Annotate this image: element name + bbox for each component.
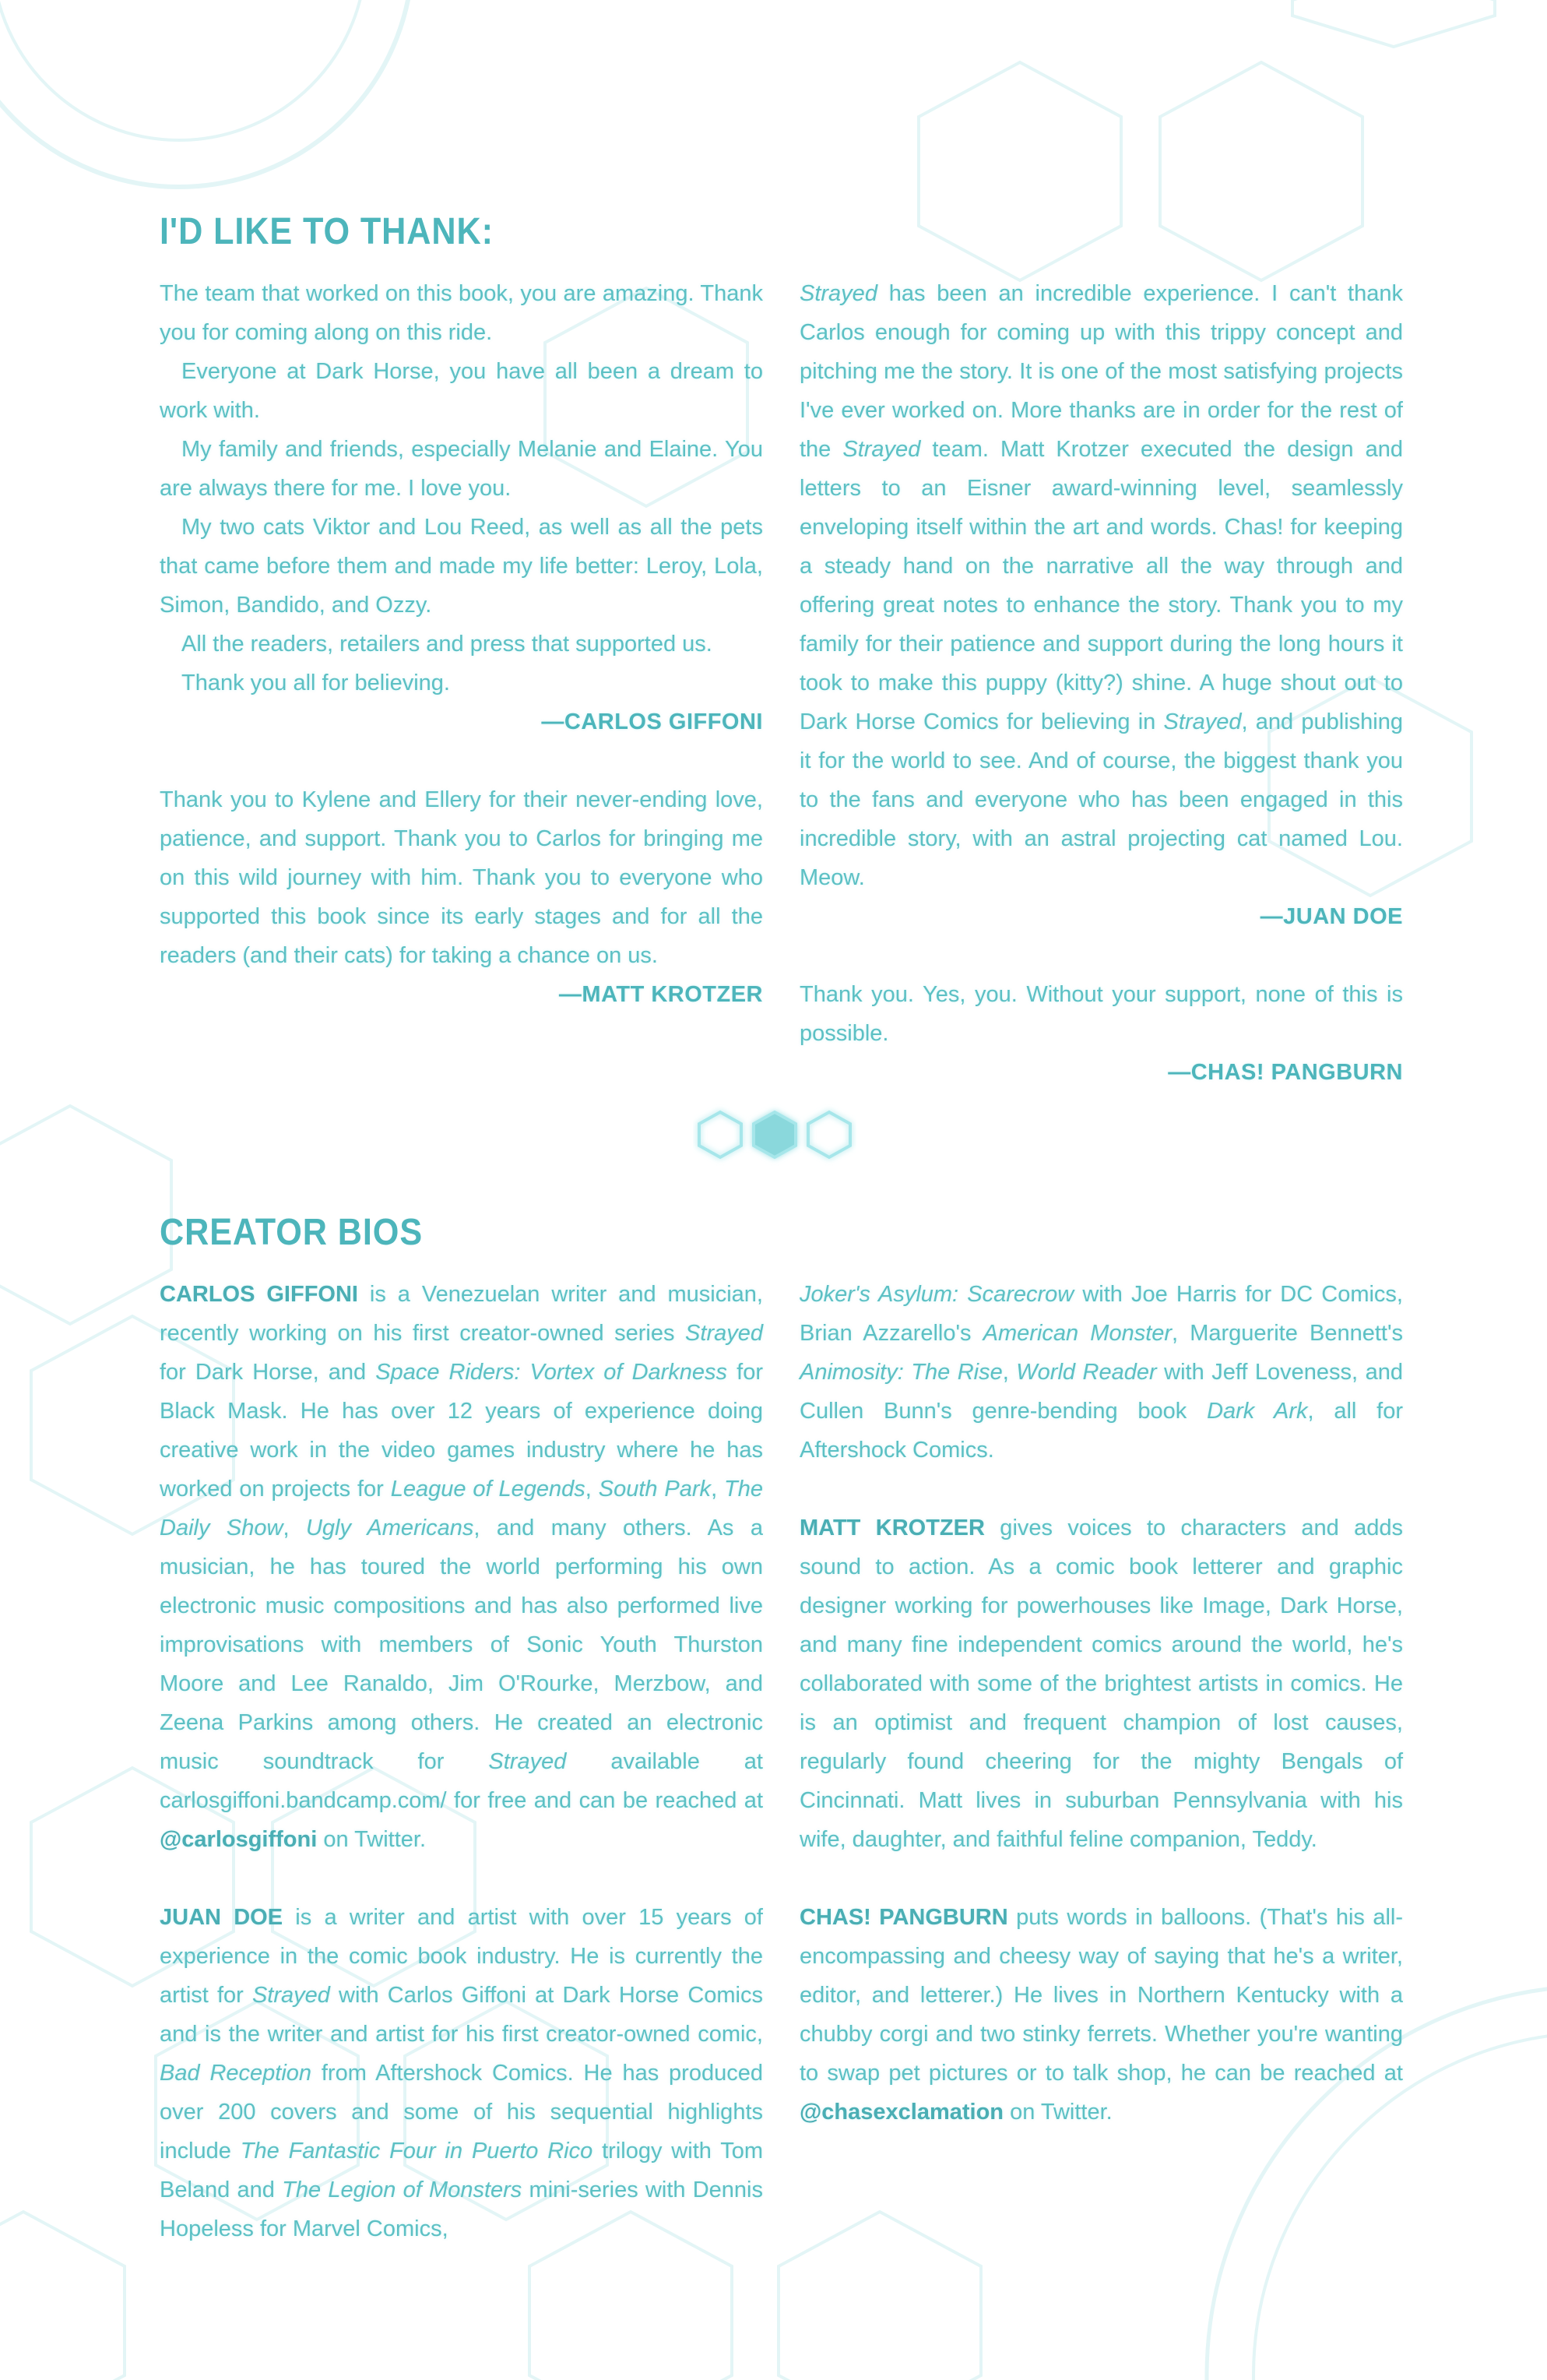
signature-matt: —MATT KROTZER [558,982,763,1007]
thanks-carlos-p4: My two cats Viktor and Lou Reed, as well as all the pets that came before them and made my life better: Leroy, Lola, Simon, Bandido, and Ozzy. [160,515,763,618]
twitter-handle-chas: @chasexclamation [800,2100,1004,2125]
bios-right-column [800,1275,1403,2132]
thanks-section [160,210,531,253]
thanks-carlos-p5: All the readers, retailers and press that supported us. [181,632,712,657]
thanks-title: I'D LIKE TO THANK: [160,211,494,252]
thanks-chas-p1: Thank you. Yes, you. Without your support, none of this is possible. [800,982,1403,1046]
bio-juan: JUAN DOE is a writer and artist with over 15 years of experience in the comic book industry. He is currently the artist for Strayed with Carlos Giffoni at Dark Horse Comics and is the writer and artist for his first creator-owned comic, Bad Reception from Aftershock Comics. He has produced over 200 covers and some of his sequential highlights include The Fantastic Four in Puerto Rico trilogy with Tom Beland and The Legion of Monsters mini-series with Dennis Hopeless for Marvel Comics, [160,1905,764,2241]
bio-matt: MATT KROTZER gives voices to characters and adds sound to action. As a comic book letterer and graphic designer working for powerhouses like Image, Dark Horse, and many fine independent comics around the world, he's collaborated with some of the brightest artists in comics. He is an optimist and frequent champion of lost causes, regularly found cheering for the mighty Bengals of Cincinnati. Matt lives in suburban Pennsylvania with his wife, daughter, and faithful feline companion, Teddy. [800,1516,1403,1852]
bio-chas: CHAS! PANGBURN puts words in balloons. (That's his all-encompassing and cheesy way of saying that he's a writer, editor, and letterer.) He lives in Northern Kentucky with a chubby corgi and two stinky ferrets. Whether you're wanting to swap pet pictures or to talk shop, he can be reached at @chasexclamation on Twitter. [800,1905,1403,2125]
divider-hex-center [754,1112,796,1157]
divider-hex-right [808,1112,850,1157]
bio-juan-continued: Joker's Asylum: Scarecrow with Joe Harris for DC Comics, Brian Azzarello's American Monster, Marguerite Bennett's Animosity: The Rise, World Reader with Jeff Loveness, and Cullen Bunn's genre-bending book Dark Ark, all for Aftershock Comics. [800,1282,1404,1463]
bio-carlos: CARLOS GIFFONI is a Venezuelan writer and musician, recently working on his first creator-owned series Strayed for Dark Horse, and Space Riders: Vortex of Darkness for Black Mask. He has over 12 years of experience doing creative work in the video games industry where he has worked on projects for League of Legends, South Park, The Daily Show, Ugly Americans, and many others. As a musician, he has toured the world performing his own electronic music compositions and has also performed live improvisations with members of Sonic Youth Thurston Moore and Lee Ranaldo, Jim O'Rourke, Merzbow, and Zeena Parkins among others. He created an electronic music soundtrack for Strayed available at carlosgiffoni.bandcamp.com/ for free and can be reached at @carlosgiffoni on Twitter. [160,1282,764,1852]
thanks-juan-p1: Strayed has been an incredible experience. I can't thank Carlos enough for coming up with this trippy concept and pitching me the story. It is one of the most satisfying projects I've ever worked on. More thanks are in order for the rest of the Strayed team. Matt Krotzer executed the design and letters to an Eisner award-winning level, seamlessly enveloping itself within the art and words. Chas! for keeping a steady hand on the narrative all the way through and offering great notes to enhance the story. Thank you to my family for their patience and support during the long hours it took to make this puppy (kitty?) shine. A huge shout out to Dark Horse Comics for believing in Strayed, and publishing it for the world to see. And of course, the biggest thank you to the fans and everyone who has been engaged in this incredible story, with an astral projecting cat named Lou. Meow. [800,281,1404,890]
thanks-matt-p1: Thank you to Kylene and Ellery for their never-ending love, patience, and support. Thank you to Carlos for bringing me on this wild journey with him. Thank you to everyone who supported this book since its early stages and for all the readers (and their cats) for taking a chance on us. [160,787,763,968]
thanks-left-column [160,274,763,1014]
thanks-right-column [800,274,1403,1092]
twitter-handle-carlos: @carlosgiffoni [160,1827,318,1852]
bios-title: CREATOR BIOS [160,1212,424,1253]
signature-carlos: —CARLOS GIFFONI [541,709,763,734]
thanks-carlos-p3: My family and friends, especially Melanie and Elaine. You are always there for me. I love you. [160,437,763,501]
hexagon-divider [693,1100,856,1167]
signature-chas: —CHAS! PANGBURN [1168,1060,1403,1085]
signature-juan: —JUAN DOE [1260,904,1403,929]
bios-section [160,1211,452,1254]
divider-hex-left [699,1112,741,1157]
bios-left-column [160,1275,763,2248]
thanks-carlos-p2: Everyone at Dark Horse, you have all been a dream to work with. [160,359,763,423]
thanks-carlos-p6: Thank you all for believing. [181,671,450,695]
thanks-carlos-p1: The team that worked on this book, you are amazing. Thank you for coming along on this ride. [160,281,763,345]
